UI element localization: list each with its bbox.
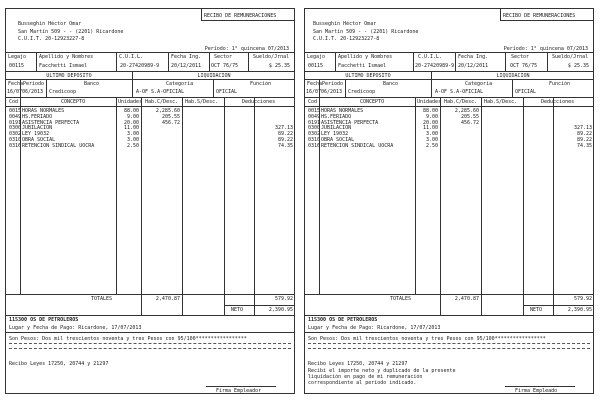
employer-name: Busseghin Héctor Omar <box>18 21 82 27</box>
col-deducciones: Deducciones <box>541 99 575 105</box>
row-concepto: HORAS NORMALES <box>22 108 65 114</box>
col-hab-c: Hab.C/Desc. <box>444 99 478 105</box>
row-cod: 0302 <box>9 131 22 138</box>
row-unidades: 20.00 <box>422 119 438 126</box>
row-cod: 0049 <box>9 113 22 120</box>
row-cod: 0316 <box>308 142 321 149</box>
hdr-name: Apellido y Nombres <box>338 54 393 60</box>
row-unidades: 9.00 <box>425 113 438 120</box>
total-deducciones: 579.92 <box>274 296 293 302</box>
employer-address: San Martín 509 - - (2201) Ricardone <box>18 29 124 35</box>
row-concepto: ASISTENCIA PERFECTA <box>321 119 379 126</box>
col-deducciones: Deducciones <box>242 99 276 105</box>
hdr-sector: Sector <box>214 54 233 60</box>
row-cod: 0310 <box>9 137 22 143</box>
neto-value: 2,390.95 <box>567 307 592 313</box>
liquidacion-label: LIQUIDACION <box>197 73 231 79</box>
payslip-employee-copy <box>304 8 594 394</box>
hdr-name: Apellido y Nombres <box>39 54 94 60</box>
dep-categoria-label: Categoría <box>166 81 194 87</box>
dep-funcion-label: Función <box>250 81 272 87</box>
liquidacion-label: LIQUIDACION <box>496 73 530 79</box>
dep-fecha-label: Fecha <box>8 81 24 87</box>
employee-sector: OCT 76/75 <box>510 63 538 69</box>
employee-sector: OCT 76/75 <box>211 63 239 69</box>
hdr-cuil: C.U.I.L. <box>418 54 443 60</box>
neto-value: 2,390.95 <box>268 307 293 313</box>
row-concepto: HORAS NORMALES <box>321 108 364 114</box>
employer-cuit: C.U.I.T. 20-12923227-8 <box>313 36 380 42</box>
dep-banco-label: Banco <box>383 81 399 87</box>
employer-cuit: C.U.I.T. 20-12923227-8 <box>18 36 85 42</box>
row-concepto: HS.FERIADO <box>22 113 53 120</box>
row-cod: 0015 <box>308 108 321 114</box>
row-ded: 327.13 <box>573 125 592 132</box>
row-ded: 74.35 <box>576 142 592 149</box>
hdr-fecha-ing: Fecha Ing. <box>171 54 202 60</box>
row-cod: 0191 <box>9 119 22 126</box>
employee-fecha-ing: 20/12/2011 <box>458 63 489 69</box>
ley-text: Recibo Leyes 17250, 20744 y 21297 <box>308 361 408 367</box>
row-unidades: 2.50 <box>126 142 139 149</box>
row-hab-c: 205.55 <box>161 113 180 120</box>
col-concepto: CONCEPTO <box>61 99 86 105</box>
row-unidades: 3.00 <box>126 131 139 138</box>
row-cod: 0310 <box>308 137 321 143</box>
receipt-title: RECIBO DE REMUNERACIONES <box>204 13 277 19</box>
row-unidades: 20.00 <box>123 119 139 126</box>
total-hab-c: 2,470.87 <box>454 296 479 302</box>
recibi-line-2: liquidación en pago de mi remuneración <box>308 374 423 380</box>
row-unidades: 11.00 <box>422 125 438 132</box>
hdr-fecha-ing: Fecha Ing. <box>458 54 489 60</box>
employee-legajo: 00115 <box>9 63 25 69</box>
dep-banco: Credicoop <box>49 89 77 95</box>
neto-label: NETO <box>530 307 543 313</box>
dep-categoria: A-OF S.A-OFICIAL <box>435 89 484 95</box>
dep-fecha: 16/07 <box>7 89 23 95</box>
row-concepto: HS.FERIADO <box>321 113 352 120</box>
row-concepto: LEY 19032 <box>321 131 349 138</box>
row-concepto: JUBILACION <box>22 125 53 132</box>
total-hab-c: 2,470.87 <box>155 296 180 302</box>
row-hab-c: 2,285.60 <box>454 108 479 114</box>
employee-name: Facchetti Ismael <box>338 63 387 69</box>
employee-fecha-ing: 20/12/2011 <box>171 63 202 69</box>
row-ded: 89.22 <box>576 137 592 143</box>
row-ded: 89.22 <box>277 137 293 143</box>
col-concepto: CONCEPTO <box>360 99 385 105</box>
col-unidades: Unidades <box>417 99 442 105</box>
bank-account: 115300 OS DE PETROLEROS <box>308 317 378 323</box>
col-hab-s: Hab.S/Desc. <box>484 99 518 105</box>
son-pesos: Son Pesos: Dos mil trescientos noventa y tres Pesos con 95/100***************** <box>308 336 546 342</box>
row-ded: 74.35 <box>277 142 293 149</box>
pay-period: Período: 1° quincena 07/2013 <box>204 46 289 52</box>
row-cod: 0015 <box>9 108 22 114</box>
row-cod: 0300 <box>308 125 321 132</box>
employee-legajo: 00115 <box>308 63 324 69</box>
recibi-line-1: Recibí el importe neto y duplicado de la presente <box>308 368 456 374</box>
ultimo-deposito-label: ULTIMO DEPOSITO <box>46 73 92 79</box>
col-unidades: Unidades <box>118 99 143 105</box>
row-concepto: LEY 19032 <box>22 131 50 138</box>
son-pesos: Son Pesos: Dos mil trescientos noventa y tres Pesos con 95/100***************** <box>9 336 247 342</box>
ley-text: Recibo Leyes 17250, 20744 y 21297 <box>9 361 109 367</box>
dep-funcion-label: Función <box>549 81 571 87</box>
row-unidades: 11.00 <box>123 125 139 132</box>
row-unidades: 9.00 <box>126 113 139 120</box>
dep-fecha-label: Fecha <box>307 81 323 87</box>
lugar-fecha-pago: Lugar y Fecha de Pago: Ricardone, 17/07/2013 <box>308 325 441 331</box>
hdr-sector: Sector <box>511 54 530 60</box>
hdr-sueldo: Sueldo/Jrnal <box>552 54 589 60</box>
col-cod: Cod <box>308 99 318 105</box>
dep-periodo-label: Período <box>23 81 45 87</box>
employee-sueldo: $ 25.35 <box>567 63 589 69</box>
row-cod: 0049 <box>308 113 321 120</box>
employee-name: Facchetti Ismael <box>39 63 88 69</box>
employer-address: San Martín 509 - - (2201) Ricardone <box>313 29 419 35</box>
neto-label: NETO <box>231 307 244 313</box>
row-concepto: RETENCION SINDICAL UOCRA <box>22 142 95 149</box>
col-cod: Cod <box>9 99 19 105</box>
row-cod: 0316 <box>9 142 22 149</box>
employer-name: Busseghin Héctor Omar <box>313 21 377 27</box>
totales-label: TOTALES <box>390 296 412 302</box>
dep-banco: Credicoop <box>348 89 376 95</box>
recibi-line-3: correspondiente al período indicado. <box>308 380 417 386</box>
row-ded: 327.13 <box>274 125 293 132</box>
pay-period: Período: 1° quincena 07/2013 <box>503 46 588 52</box>
total-deducciones: 579.92 <box>573 296 592 302</box>
row-unidades: 88.00 <box>123 108 139 114</box>
hdr-legajo: Legajo <box>307 54 326 60</box>
dep-categoria: A-OF S.A-OFICIAL <box>136 89 185 95</box>
row-cod: 0300 <box>9 125 22 132</box>
row-hab-c: 2,285.60 <box>155 108 180 114</box>
dep-fecha: 16/07 <box>306 89 322 95</box>
receipt-title: RECIBO DE REMUNERACIONES <box>503 13 576 19</box>
row-concepto: JUBILACION <box>321 125 352 132</box>
dep-funcion: OFICIAL <box>515 89 537 95</box>
dep-categoria-label: Categoría <box>465 81 493 87</box>
col-hab-c: Hab.C/Desc. <box>145 99 179 105</box>
row-unidades: 2.50 <box>425 142 438 149</box>
row-ded: 89.22 <box>576 131 592 138</box>
firma-empleador: Firma Empleador <box>216 388 262 394</box>
employee-cuil: 20-27420989-9 <box>120 63 160 69</box>
row-concepto: OBRA SOCIAL <box>321 137 355 143</box>
totales-label: TOTALES <box>91 296 113 302</box>
row-unidades: 88.00 <box>422 108 438 114</box>
dep-periodo: 06/2013 <box>321 89 343 95</box>
row-unidades: 3.00 <box>425 137 438 143</box>
row-unidades: 3.00 <box>425 131 438 138</box>
employee-cuil: 20-27420989-9 <box>415 63 455 69</box>
employee-sueldo: $ 25.35 <box>268 63 290 69</box>
row-hab-c: 456.72 <box>460 119 479 126</box>
row-concepto: RETENCION SINDICAL UOCRA <box>321 142 394 149</box>
hdr-legajo: Legajo <box>8 54 27 60</box>
row-hab-c: 205.55 <box>460 113 479 120</box>
dep-banco-label: Banco <box>84 81 100 87</box>
row-cod: 0191 <box>308 119 321 126</box>
dep-periodo-label: Período <box>322 81 344 87</box>
row-concepto: OBRA SOCIAL <box>22 137 56 143</box>
firma-empleado: Firma Empleado <box>515 388 558 394</box>
col-hab-s: Hab.S/Desc. <box>185 99 219 105</box>
payslip-employer-copy <box>5 8 295 394</box>
row-cod: 0302 <box>308 131 321 138</box>
row-concepto: ASISTENCIA PERFECTA <box>22 119 80 126</box>
row-hab-c: 456.72 <box>161 119 180 126</box>
ultimo-deposito-label: ULTIMO DEPOSITO <box>345 73 391 79</box>
hdr-cuil: C.U.I.L. <box>119 54 144 60</box>
lugar-fecha-pago: Lugar y Fecha de Pago: Ricardone, 17/07/2013 <box>9 325 142 331</box>
row-ded: 89.22 <box>277 131 293 138</box>
row-unidades: 3.00 <box>126 137 139 143</box>
dep-funcion: OFICIAL <box>216 89 238 95</box>
bank-account: 115300 OS DE PETROLEROS <box>9 317 79 323</box>
dep-periodo: 06/2013 <box>22 89 44 95</box>
hdr-sueldo: Sueldo/Jrnal <box>253 54 290 60</box>
